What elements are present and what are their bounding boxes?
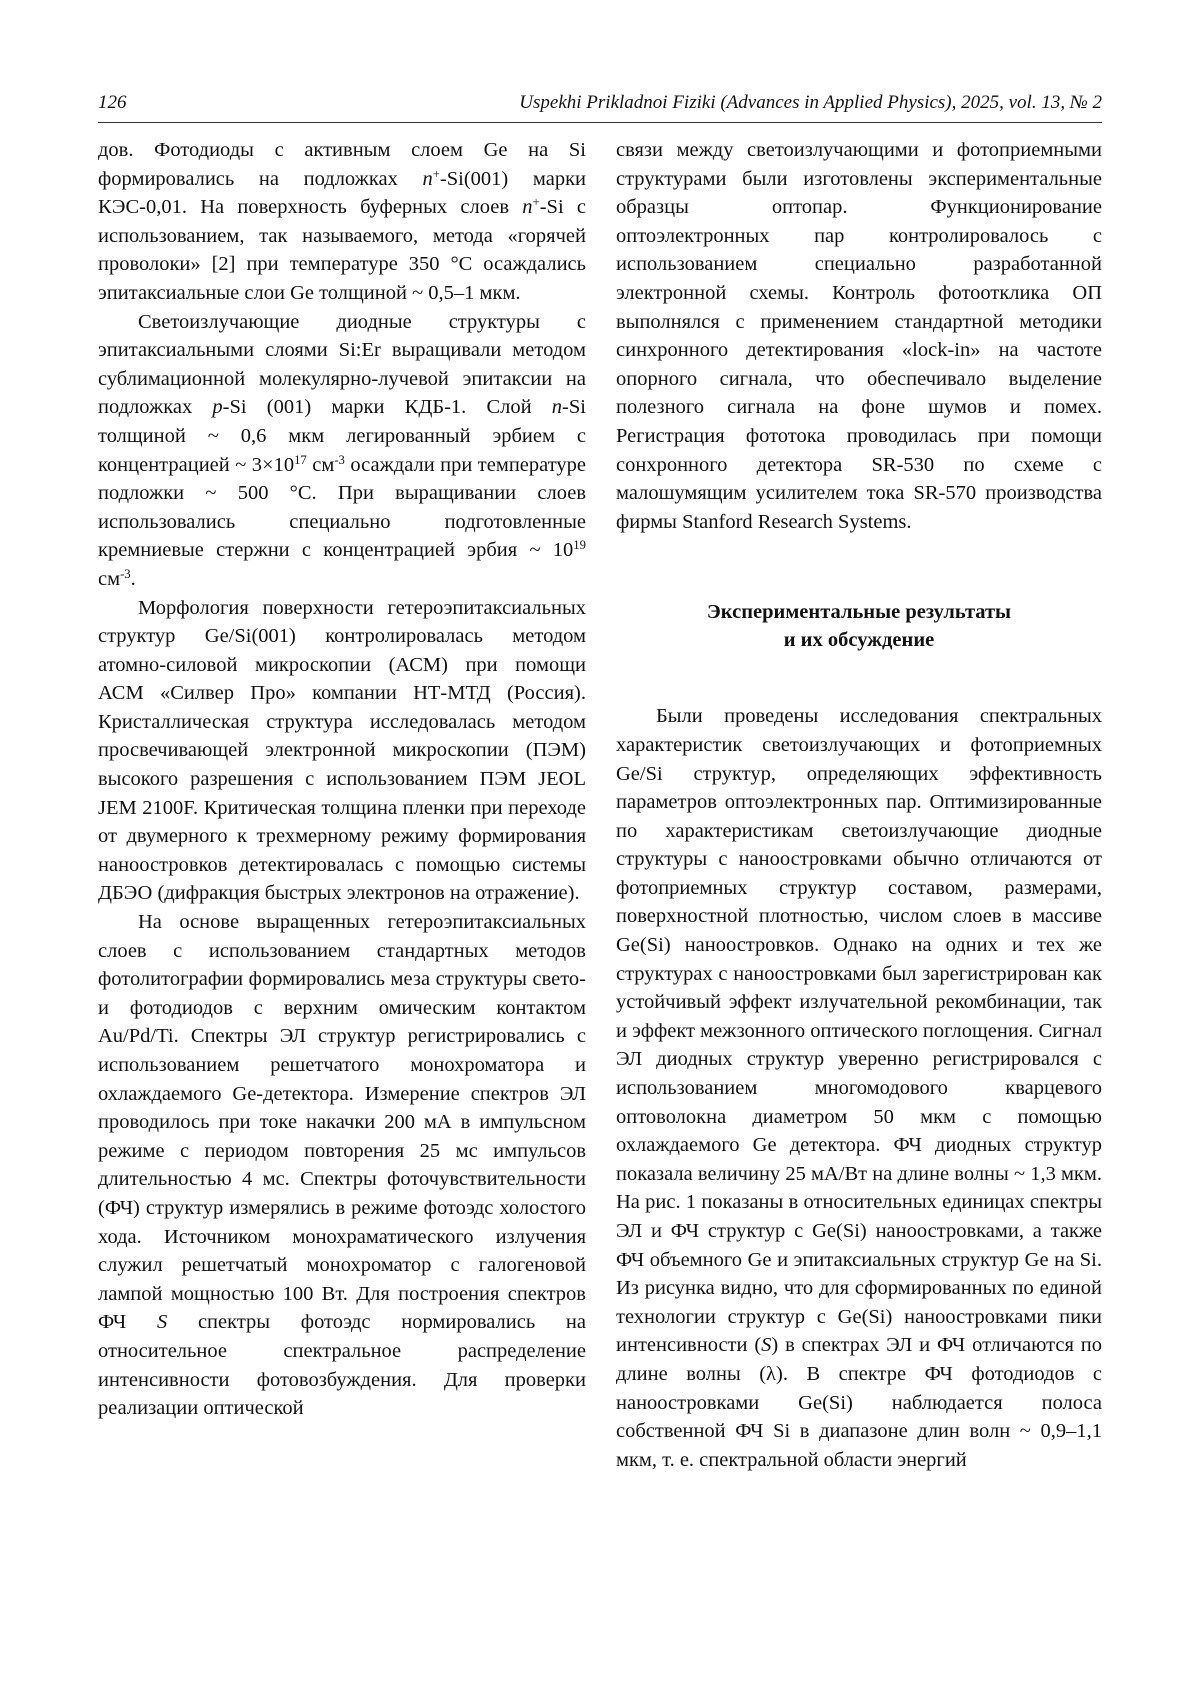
journal-citation: Uspekhi Prikladnoi Fiziki (Advances in Applied Physics), 2025, vol. 13, № 2 [519,92,1102,113]
section-title-line-1: Экспериментальные результаты [706,601,1012,624]
page-number: 126 [98,92,127,113]
paragraph-spectral-results: Были проведены исследования спектральных характеристик светоизлучающих и фотоприемных Ge/Si структур, определяющих эффективность параметров оптоэлектронных пар. Оптимизированные по характеристикам светоизлучающие диодные структуры с наноостровками обычно отличаются от фотоприемных структур составом, размерами, поверхностной плотностью, числом слоев в массиве Ge(Si) наноостровков. Однако на одних и тех же структурах с наноостровками был зарегистрирован как устойчивый эффект излучательной рекомбинации, так и эффект межзонного оптического поглощения. Сигнал ЭЛ диодных структур уверенно регистрировался с использованием многомодового кварцевого оптоволокна диаметром 50 мкм с помощью охлаждаемого Ge детектора. ФЧ диодных структур показала величину 25 мА/Вт на длине волны ~ 1,3 мкм. На рис. 1 показаны в относительных единицах спектры ЭЛ и ФЧ структур с Ge(Si) наноостровками, а также ФЧ объемного Ge и эпитаксиальных структур Ge на Si. Из рисунка видно, что для сформированных по единой технологии структур с Ge(Si) наноостровками пики интенсивности (S) в спектрах ЭЛ и ФЧ отличаются по длине волны (λ). В спектре ФЧ фотодиодов с наноостровками Ge(Si) наблюдается полоса собственной ФЧ Si в диапазоне длин волн ~ 0,9–1,1 мкм, т. е. спектральной области энергий [616,705,1102,1471]
section-title-line-2: и их обсуждение [783,629,935,652]
paragraph-substrates: дов. Фотодиоды с активным слоем Ge на Si формировались на подложках n+-Si(001) марки КЭС-0,01. На поверхность буферных слоев n+-Si с использованием, так называемого, метода «горячей проволоки» [2] при температуре 350 °С осаждались эпитаксиальные слои Ge толщиной ~ 0,5–1 мкм. [98,139,586,304]
paragraph-optocouplers: связи между светоизлучающими и фотоприемными структурами были изготовлены экспериментальные образцы оптопар. Функционирование оптоэлектронных пар контролировалось с использованием специально разработанной электронной схемы. Контроль фотоотклика ОП выполнялся с применением стандартной методики синхронного детектирования «lock-in» на частоте опорного сигнала, что обеспечивало выделение полезного сигнала на фоне шумов и помех. Регистрация фототока проводилась при помощи сонхронного детектора SR-530 по схеме с малошумящим усилителем тока SR-570 производства фирмы Stanford Research Systems. [616,139,1102,533]
left-column [98,136,586,1423]
running-header [98,92,1102,123]
right-column [616,136,1102,1474]
section-title [616,598,1102,654]
paragraph-light-emitting-structures: Светоизлучающие диодные структуры с эпитаксиальными слоями Si:Er выращивали методом сублимационной молекулярно-лучевой эпитаксии на подложках p-Si (001) марки КДБ-1. Слой n-Si толщиной ~ 0,6 мкм легированный эрбием с концентрацией ~ $3\times 10^{17}$ $см^{-3}$ осаждали при температуре подложки ~ 500 °С. При выращивании слоев использовались специально подготовленные кремниевые стержни с концентрацией эрбия ~ $10^{19}$ $см^{-3}$. [98,310,586,590]
paragraph-mesa-structures: На основе выращенных гетероэпитаксиальных слоев с использованием стандартных методов фотолитографии формировались меза структуры свето- и фотодиодов с верхним омическим контактом Au/Pd/Ti. Спектры ЭЛ структур регистрировались с использованием решетчатого монохроматора и охлаждаемого Ge-детектора. Измерение спектров ЭЛ проводилось при токе накачки 200 мА в импульсном режиме с периодом повторения 25 мс импульсов длительностью 4 мс. Спектры фоточувствительности (ФЧ) структур измерялись в режиме фотоэдс холостого хода. Источником монохраматического излучения служил решетчатый монохроматор с галогеновой лампой мощностью 100 Вт. Для построения спектров ФЧ S спектры фотоэдс нормировались на относительное спектральное распределение интенсивности фотовозбуждения. Для проверки реализации оптической [98,911,586,1420]
paragraph-morphology: Морфология поверхности гетероэпитаксиальных структур Ge/Si(001) контролировалась методом атомно-силовой микроскопии (АСМ) при помощи АСМ «Силвер Про» компании НТ-МТД (Россия). Кристаллическая структура исследовалась методом просвечивающей электронной микроскопии (ПЭМ) высокого разрешения с использованием ПЭМ JEOL JEM 2100F. Критическая толщина пленки при переходе от двумерного к трехмерному режиму формирования наноостровков детектировалась с помощью системы ДБЭО (дифракция быстрых электронов на отражение). [98,596,586,905]
